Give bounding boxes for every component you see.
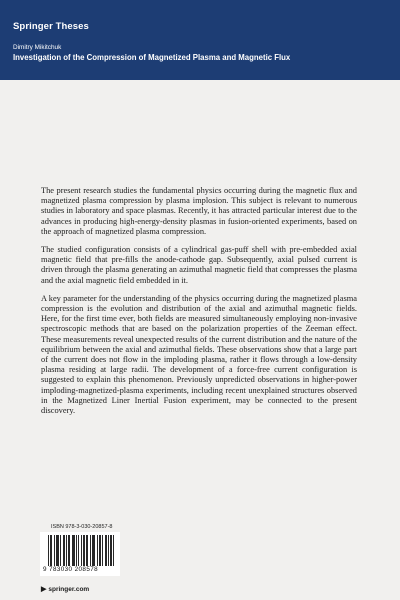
barcode-bar <box>86 535 87 566</box>
barcode <box>40 532 120 576</box>
barcode-bar <box>57 535 58 566</box>
barcode-digits: 9 783030 208578 <box>43 566 99 573</box>
barcode-bar <box>73 535 74 566</box>
barcode-bars <box>48 535 114 566</box>
barcode-bar <box>50 535 51 566</box>
blurb-paragraph: The studied configuration consists of a cylindrical gas-puff shell with pre-embedded axial magnetic field that pre-fills the anode-cathode gap. Subsequently, axial pulsed current is driven through the plasma generating an azimuthal magnetic field that compresses the plasma and the axial magnetic field embedded in it. <box>41 245 357 285</box>
barcode-bar <box>99 535 100 566</box>
barcode-bar <box>66 535 67 566</box>
barcode-bar <box>78 535 79 566</box>
barcode-bar <box>106 535 107 566</box>
barcode-bar <box>74 535 75 566</box>
barcode-bar <box>105 535 106 566</box>
barcode-bar <box>76 535 77 566</box>
barcode-bar <box>97 535 98 566</box>
barcode-bar <box>48 535 49 566</box>
barcode-bar <box>102 535 103 566</box>
barcode-bar <box>111 535 112 566</box>
barcode-bar <box>51 535 52 566</box>
barcode-bar <box>69 535 70 566</box>
barcode-bar <box>84 535 85 566</box>
blurb-paragraph: A key parameter for the understanding of the physics occurring during the magnetized plasma compression is the evolution and distribution of the axial and azimuthal magnetic fields. Here, for the first time ever, both fields are measured simultaneously employing non-invasive spectroscopic methods that are based on the polarization properties of the Zeeman effect. These measurements reveal unexpected results of the current distribution and the nature of the equilibrium between the axial and azimuthal fields. These observations show that a large part of the current does not flow in the imploding plasma, rather it flows through a low-density plasma residing at large radii. The development of a force-free current configuration is suggested to explain this phenomenon. Previously unpredicted observations in higher-power imploding-magnetized-plasma experiments, including recent unexplained structures observed in the Magnetized Liner Inertial Fusion experiment, may be connected to the present discovery. <box>41 293 357 416</box>
isbn-label: ISBN 978-3-030-20857-8 <box>51 524 113 530</box>
author-name: Dimitry Mikitchuk <box>13 44 62 51</box>
barcode-bar <box>92 535 93 566</box>
website-label: springer.com <box>48 586 90 593</box>
barcode-bar <box>64 535 65 566</box>
barcode-bar <box>100 535 101 566</box>
barcode-bar <box>93 535 94 566</box>
arrow-right-icon: ▶ <box>41 586 47 593</box>
barcode-bar <box>56 535 57 566</box>
blurb-paragraph: The present research studies the fundamental physics occurring during the magnetic flux and magnetized plasma compression by plasma implosion. This subject is relevant to numerous studies in laboratory and space plasmas. Recently, it has attracted particular interest due to the advances in producing high-energy-density plasmas in fusion-oriented experiments, based on the approach of magnetized plasma compression. <box>41 186 357 236</box>
back-cover-blurb <box>41 186 357 424</box>
website-link[interactable] <box>41 585 89 593</box>
barcode-bar <box>87 535 88 566</box>
barcode-bar <box>94 535 95 566</box>
barcode-bar <box>63 535 64 566</box>
barcode-bar <box>54 535 55 566</box>
book-title: Investigation of the Compression of Magnetized Plasma and Magnetic Flux <box>13 53 291 62</box>
barcode-bar <box>58 535 59 566</box>
cover-header <box>0 0 400 80</box>
barcode-bar <box>68 535 69 566</box>
series-name: Springer Theses <box>13 21 89 32</box>
barcode-bar <box>90 535 91 566</box>
barcode-bar <box>110 535 111 566</box>
barcode-bar <box>60 535 61 566</box>
barcode-bar <box>72 535 73 566</box>
barcode-bar <box>108 535 109 566</box>
barcode-bar <box>113 535 114 566</box>
barcode-bar <box>81 535 82 566</box>
barcode-bar <box>83 535 84 566</box>
